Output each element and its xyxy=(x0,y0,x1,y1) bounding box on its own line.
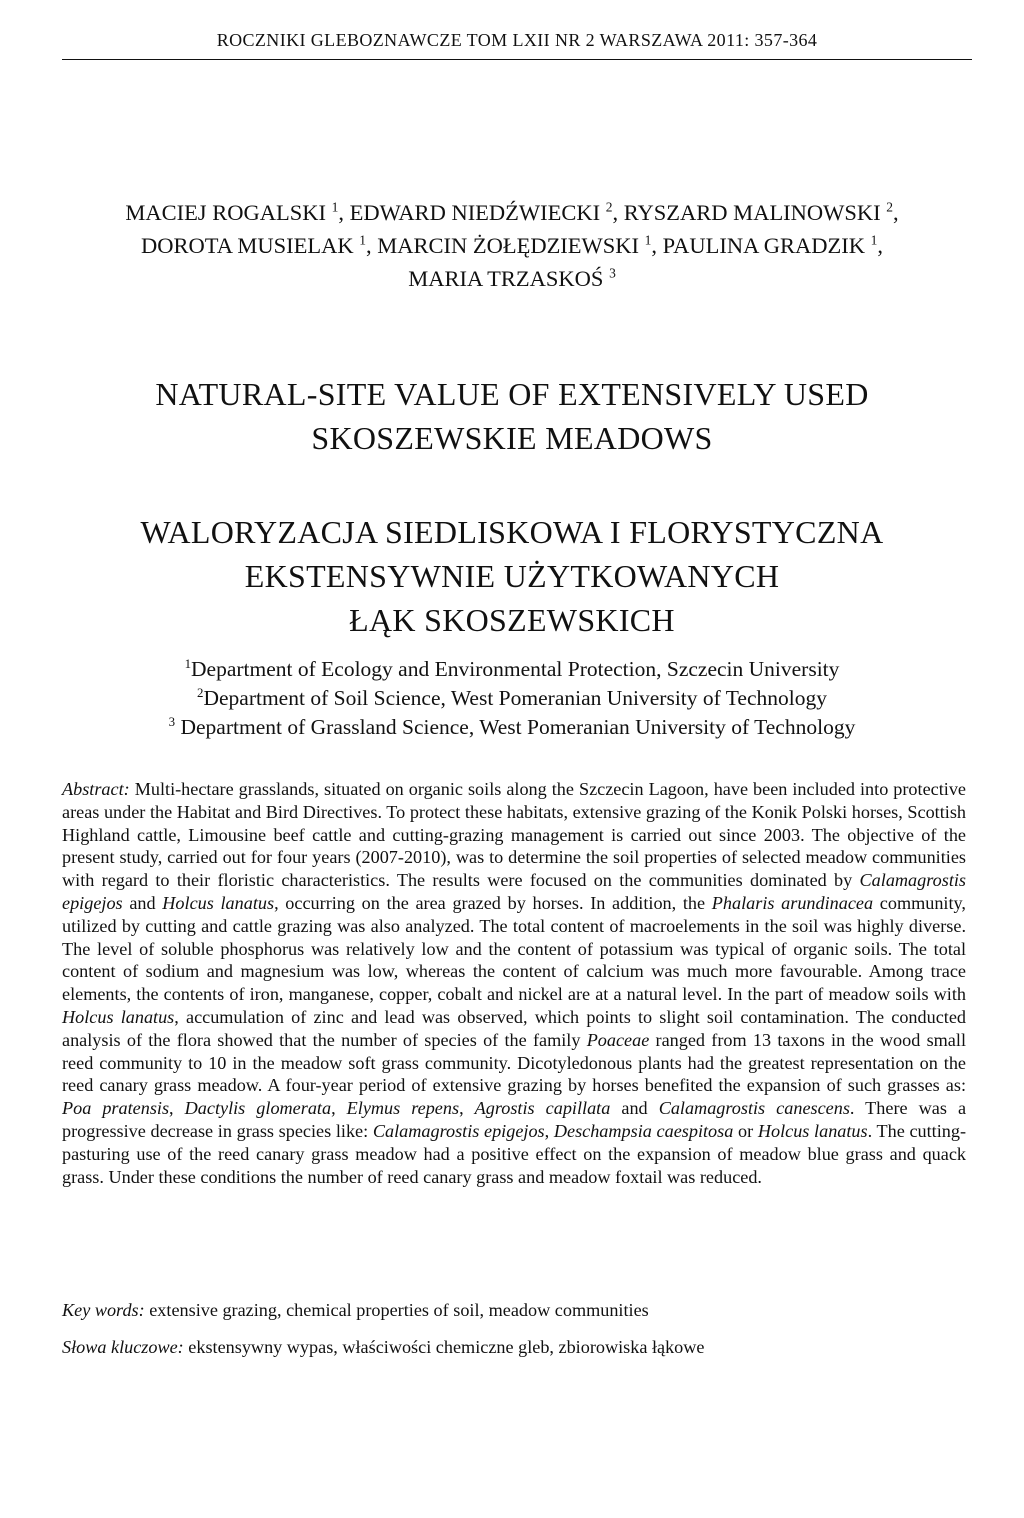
abstract-text: , xyxy=(459,1098,475,1119)
keywords-text: extensive grazing, chemical properties of soil, meadow communities xyxy=(144,1300,649,1320)
keywords-english xyxy=(62,1299,966,1322)
species-name: Holcus lanatus xyxy=(757,1120,868,1141)
species-name: Dactylis glomerata xyxy=(184,1098,332,1119)
abstract-text: . The cutting-pasturing use of the reed canary grass meadow had a positive effect on the expansion of meadow blue grass and quack grass. Under these conditions the number of reed canary grass and meadow foxtail was reduced. xyxy=(62,1120,967,1187)
species-name: Holcus lanatus xyxy=(162,892,275,913)
species-name: Deschampsia caespitosa xyxy=(553,1120,734,1141)
species-name: Agrostis capillata xyxy=(474,1098,611,1119)
abstract-text: and xyxy=(122,892,163,913)
paper-title-english xyxy=(40,372,984,460)
species-name: Calamagrostis canescens xyxy=(658,1098,850,1119)
abstract xyxy=(62,778,966,1188)
author-name: DOROTA MUSIELAK xyxy=(141,233,354,258)
affiliation-number: 1 xyxy=(184,656,192,671)
abstract-text: , xyxy=(544,1120,554,1141)
affiliation-line xyxy=(40,655,984,684)
affiliation-line xyxy=(40,713,984,742)
author-name: RYSZARD MALINOWSKI xyxy=(623,200,881,225)
affiliation-line xyxy=(40,684,984,713)
paper-title-polish xyxy=(40,510,984,642)
affiliation-number: 2 xyxy=(197,685,204,700)
abstract-text: , accumulation of zinc and lead was observed, which points to slight soil contamination. The conducted analysis of the flora showed that the number of species of the family xyxy=(62,1006,966,1050)
author-name: PAULINA GRADZIK xyxy=(662,233,865,258)
author-affiliation-mark: 3 xyxy=(609,265,616,281)
author-affiliation-mark: 1 xyxy=(359,232,366,248)
author-affiliation-mark: 1 xyxy=(644,232,652,248)
family-name: Poaceae xyxy=(586,1029,650,1050)
abstract-text: Multi-hectare grasslands, situated on organic soils along the Szczecin Lagoon, have been included into protective areas under the Habitat and Bird Directives. To protect these habitats, extensive grazing of the Konik Polski horses, Scottish Highland cattle, Limousine beef cattle and cutting-grazing management is carried out since 2003. The objective of the present study, carried out for four years (2007-2010), was to determine the soil properties of selected meadow communities with regard to their floristic characteristics. The results were focused on the communities dominated by xyxy=(62,779,966,891)
author-list: MACIEJ ROGALSKI $^1$, EDWARD NIEDŹWIECKI $^2$, RYSZARD MALINOWSKI $^2$, DOROTA MUSIELAK $^1$, MARCIN ŻOŁĘDZIEWSKI $^1$, PAULINA GRADZIK $^1$, MARIA TRZASKOŚ $^3$ xyxy=(125,199,899,291)
title-line: SKOSZEWSKIE MEADOWS xyxy=(311,420,713,456)
abstract-text: and xyxy=(610,1098,659,1119)
abstract-text: , xyxy=(169,1098,185,1119)
author-name: MARIA TRZASKOŚ xyxy=(408,266,604,291)
abstract-text: , occurring on the area grazed by horses. In addition, the xyxy=(274,892,712,913)
abstract-text: , xyxy=(331,1098,347,1119)
affiliations xyxy=(40,655,984,742)
title-line: WALORYZACJA SIEDLISKOWA I FLORYSTYCZNA xyxy=(140,514,884,550)
species-name: Calamagrostis epigejos xyxy=(372,1120,545,1141)
abstract-text: or xyxy=(733,1120,758,1141)
author-affiliation-mark: 2 xyxy=(605,199,613,215)
running-head: ROCZNIKI GLEBOZNAWCZE TOM LXII NR 2 WARSZAWA 2011: 357-364 xyxy=(62,30,972,60)
title-line: ŁĄK SKOSZEWSKICH xyxy=(349,602,675,638)
affiliation-text: Department of Ecology and Environmental Protection, Szczecin University xyxy=(191,657,840,681)
keywords-polish xyxy=(62,1336,966,1359)
keywords-label: Słowa kluczowe: xyxy=(62,1337,184,1357)
author-name: EDWARD NIEDŹWIECKI xyxy=(349,200,601,225)
abstract-text: ranged from 13 taxons in the wood small reed community to 10 in the meadow soft grass community. Dicotyledonous plants had the greatest representation on the reed canary grass meadow. A four-year period of extensive grazing by horses benefited the expansion of such grasses as: xyxy=(62,1029,966,1096)
abstract-text: community, utilized by cutting and cattle grazing was also analyzed. The total content of macroelements in the soil was highly diverse. The level of soluble phosphorus was relatively low and the content of potassium was typical of organic soils. The total content of sodium and magnesium was low, whereas the content of calcium was much more favourable. Among trace elements, the contents of iron, manganese, copper, cobalt and nickel are at a natural level. In the part of meadow soils with xyxy=(62,892,966,1005)
author-affiliation-mark: 1 xyxy=(870,232,878,248)
species-name: Phalaris arundinacea xyxy=(711,892,874,913)
affiliation-text: Department of Grassland Science, West Pomeranian University of Technology xyxy=(175,715,856,739)
author-name: MARCIN ŻOŁĘDZIEWSKI xyxy=(377,233,640,258)
species-name: Calamagrostis epigejos xyxy=(62,870,966,913)
author-name: MACIEJ ROGALSKI xyxy=(125,200,326,225)
title-line: NATURAL-SITE VALUE OF EXTENSIVELY USED xyxy=(155,376,869,412)
keywords-label: Key words: xyxy=(62,1300,145,1320)
species-name: Elymus repens xyxy=(346,1098,460,1119)
abstract-label: Abstract: xyxy=(62,779,130,799)
title-line: EKSTENSYWNIE UŻYTKOWANYCH xyxy=(244,558,780,594)
abstract-text: . There was a progressive decrease in grass species like: xyxy=(62,1098,967,1141)
author-affiliation-mark: 2 xyxy=(886,199,894,215)
keywords-text: ekstensywny wypas, właściwości chemiczne gleb, zbiorowiska łąkowe xyxy=(183,1337,705,1357)
species-name: Holcus lanatus xyxy=(62,1006,175,1027)
affiliation-number: 3 xyxy=(168,714,176,729)
author-affiliation-mark: 1 xyxy=(331,199,339,215)
affiliation-text: Department of Soil Science, West Pomeranian University of Technology xyxy=(203,686,827,710)
species-name: Poa pratensis xyxy=(62,1098,170,1119)
